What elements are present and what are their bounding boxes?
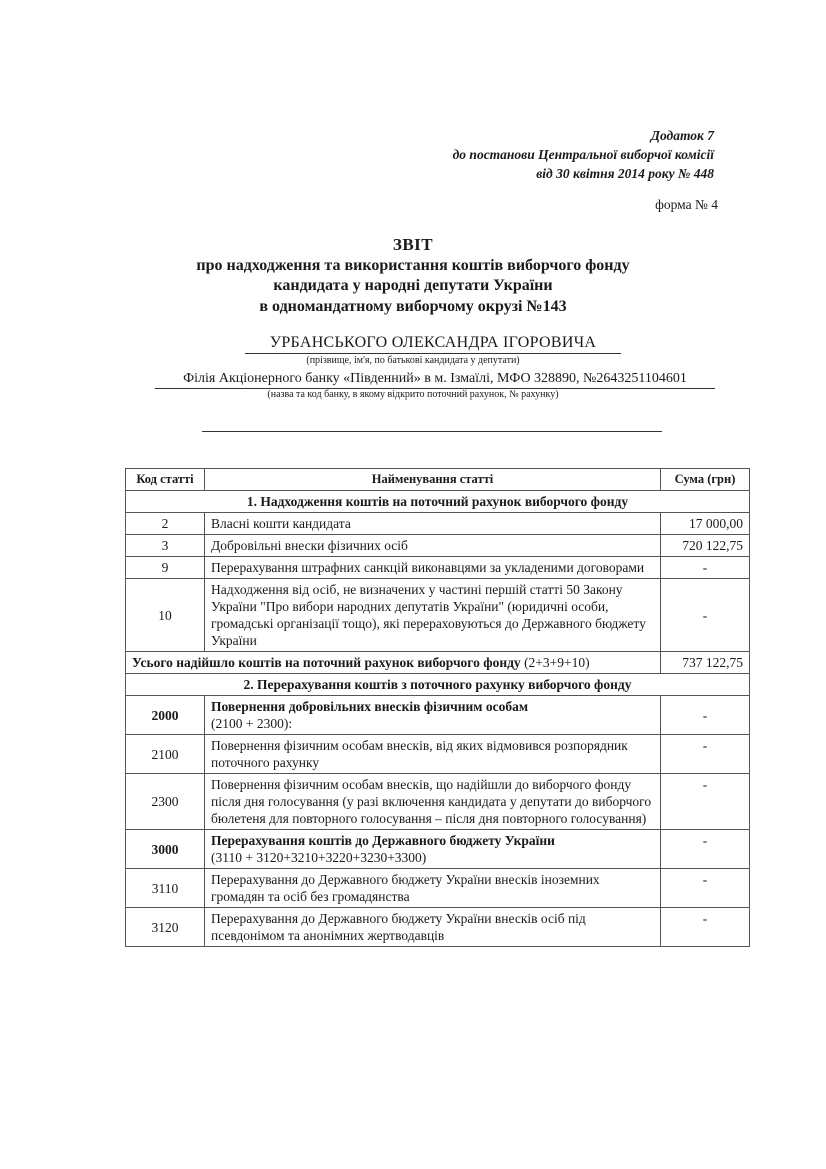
report-title-line: в одномандатному виборчому окрузі №143 <box>259 297 567 315</box>
row-name: Власні кошти кандидата <box>205 513 661 535</box>
row-name: Перерахування до Державного бюджету України внесків іноземних громадян та осіб без громадянства <box>205 869 661 908</box>
total-row <box>126 652 750 674</box>
row-amount: - <box>661 579 750 652</box>
candidate-name-hint: (прізвище, ім'я, по батькові кандидата у депутати) <box>306 355 520 366</box>
row-amount: - <box>661 774 750 830</box>
row-code: 2100 <box>126 735 205 774</box>
row-name: Повернення фізичним особам внесків, від яких відмовився розпорядник поточного рахунку <box>205 735 661 774</box>
annex-reference <box>294 126 714 183</box>
bank-details: Філія Акціонерного банку «Південний» в м. Ізмаїлі, МФО 328890, №2643251104601 <box>155 370 715 389</box>
table-row <box>126 830 750 869</box>
row-amount: - <box>661 735 750 774</box>
row-amount: - <box>661 908 750 947</box>
row-code: 2300 <box>126 774 205 830</box>
annex-line: від 30 квітня 2014 року № 448 <box>536 166 714 181</box>
row-code: 3110 <box>126 869 205 908</box>
row-name: Повернення фізичним особам внесків, що надійшли до виборчого фонду після дня голосування (у разі включення кандидата у депутати до виборчого бюлетеня для повторного голосування – після дня повторного голосування) <box>205 774 661 830</box>
annex-line: Додаток 7 <box>650 128 714 143</box>
table-row <box>126 696 750 735</box>
table-row <box>126 535 750 557</box>
bank-details-hint: (назва та код банку, в якому відкрито поточний рахунок, № рахунку) <box>267 389 559 400</box>
row-code: 3 <box>126 535 205 557</box>
row-amount: - <box>661 830 750 869</box>
row-amount: - <box>661 557 750 579</box>
report-title-main: ЗВІТ <box>392 235 434 254</box>
section-title: 2. Перерахування коштів з поточного рахунку виборчого фонду <box>126 674 750 696</box>
report-table <box>125 468 750 947</box>
table-row <box>126 579 750 652</box>
table-row <box>126 557 750 579</box>
row-name-cell <box>205 696 661 735</box>
row-code: 2 <box>126 513 205 535</box>
section-row <box>126 491 750 513</box>
row-code: 3000 <box>126 830 205 869</box>
total-formula: (2+3+9+10) <box>524 655 590 670</box>
report-title-line: про надходження та використання коштів виборчого фонду <box>196 256 630 274</box>
table-row <box>126 908 750 947</box>
row-code: 2000 <box>126 696 205 735</box>
row-title: Повернення добровільних внесків фізичним особам <box>211 699 529 714</box>
header-amount: Сума (грн) <box>661 469 750 491</box>
row-name: Надходження від осіб, не визначених у частині першій статті 50 Закону України "Про вибори народних депутатів України" (юридичні особи, громадські організації тощо), які перераховуються до Державного бюджету України <box>205 579 661 652</box>
row-formula: (2100 + 2300): <box>211 716 293 731</box>
row-title: Перерахування коштів до Державного бюджету України <box>211 833 555 848</box>
table-row <box>126 513 750 535</box>
header-name: Найменування статті <box>205 469 661 491</box>
table-row <box>126 774 750 830</box>
row-formula: (3110 + 3120+3210+3220+3230+3300) <box>211 850 427 865</box>
header-code: Код статті <box>126 469 205 491</box>
row-name: Перерахування до Державного бюджету України внесків осіб під псевдонімом та анонімних жертводавців <box>205 908 661 947</box>
row-code: 9 <box>126 557 205 579</box>
row-amount: 720 122,75 <box>661 535 750 557</box>
total-amount: 737 122,75 <box>661 652 750 674</box>
row-name: Перерахування штрафних санкцій виконавцями за укладеними договорами <box>205 557 661 579</box>
table-row <box>126 869 750 908</box>
row-amount: 17 000,00 <box>661 513 750 535</box>
report-title-line: кандидата у народні депутати України <box>273 277 553 294</box>
row-name-cell <box>205 830 661 869</box>
row-amount: - <box>661 869 750 908</box>
form-number: форма № 4 <box>655 197 718 212</box>
candidate-name: УРБАНСЬКОГО ОЛЕКСАНДРА ІГОРОВИЧА <box>245 333 621 354</box>
table-row <box>126 735 750 774</box>
blank-line <box>202 431 662 432</box>
total-label-cell <box>126 652 661 674</box>
report-title <box>0 235 826 317</box>
annex-line: до постанови Центральної виборчої комісії <box>452 147 714 162</box>
row-amount: - <box>661 696 750 735</box>
row-name: Добровільні внески фізичних осіб <box>205 535 661 557</box>
total-label: Усього надійшло коштів на поточний рахунок виборчого фонду <box>132 655 521 670</box>
row-code: 3120 <box>126 908 205 947</box>
table-header-row <box>126 469 750 491</box>
section-row <box>126 674 750 696</box>
row-code: 10 <box>126 579 205 652</box>
section-title: 1. Надходження коштів на поточний рахунок виборчого фонду <box>126 491 750 513</box>
